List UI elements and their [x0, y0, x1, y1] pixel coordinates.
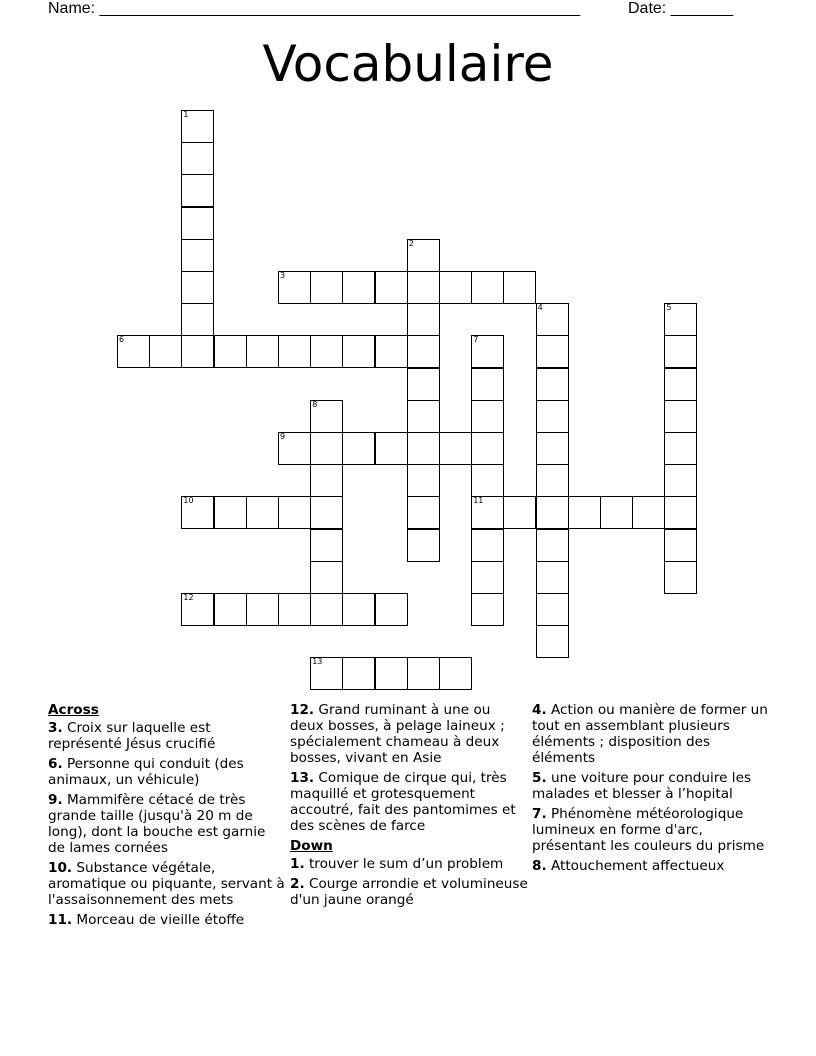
clue-across-11: [48, 912, 286, 928]
clue-across-10: [48, 860, 286, 908]
grid-cell-11[interactable]: [471, 496, 504, 529]
clue-down-8: [532, 858, 770, 874]
clue-number-label: 13: [312, 657, 323, 667]
grid-cell[interactable]: [310, 432, 343, 465]
grid-cell[interactable]: [407, 303, 440, 336]
grid-cell[interactable]: [536, 335, 569, 368]
date-field-label: Date: _______: [628, 0, 733, 17]
grid-cell[interactable]: [471, 400, 504, 433]
grid-cell[interactable]: [246, 593, 279, 626]
grid-cell-12[interactable]: [181, 593, 214, 626]
grid-cell[interactable]: [536, 400, 569, 433]
grid-cell[interactable]: [246, 335, 279, 368]
grid-cell[interactable]: [536, 496, 569, 529]
grid-cell[interactable]: [181, 239, 214, 272]
clue-text: Phénomène météorologique lumineux en forme d'arc, présentant les couleurs du prisme: [532, 806, 765, 854]
page-title: Vocabulaire: [262, 35, 554, 93]
clue-number: 12.: [290, 702, 315, 718]
clue-text: Substance végétale, aromatique ou piquante, servant à l'assaisonnement des mets: [48, 860, 285, 908]
grid-cell[interactable]: [310, 593, 343, 626]
grid-cell[interactable]: [310, 496, 343, 529]
grid-cell-13[interactable]: [310, 657, 343, 690]
grid-cell[interactable]: [536, 368, 569, 401]
clues-column-1: [48, 702, 286, 932]
clue-number: 11.: [48, 912, 73, 928]
grid-cell[interactable]: [471, 529, 504, 562]
grid-cell[interactable]: [181, 303, 214, 336]
grid-cell[interactable]: [278, 335, 311, 368]
grid-cell[interactable]: [664, 335, 697, 368]
grid-cell-5[interactable]: [664, 303, 697, 336]
clue-number-label: 9: [280, 432, 286, 441]
clue-text: Comique de cirque qui, très maquillé et grotesquement accoutré, fait des pantomimes et des scènes de farce: [290, 770, 516, 834]
down-heading: Down: [290, 838, 333, 854]
grid-cell[interactable]: [536, 625, 569, 658]
clue-number: 10.: [48, 860, 73, 876]
clue-number-label: 5: [666, 303, 672, 313]
clue-across-9: [48, 792, 286, 856]
clue-text: Croix sur laquelle est représenté Jésus crucifié: [48, 720, 216, 752]
grid-cell[interactable]: [407, 368, 440, 401]
grid-cell[interactable]: [375, 657, 408, 690]
grid-cell[interactable]: [310, 561, 343, 594]
grid-cell[interactable]: [310, 335, 343, 368]
clue-number: 1.: [290, 856, 305, 872]
clue-text: Courge arrondie et volumineuse d'un jaune orangé: [290, 876, 528, 908]
grid-cell[interactable]: [375, 593, 408, 626]
grid-cell[interactable]: [342, 657, 375, 690]
clue-across-3: [48, 720, 286, 752]
grid-cell[interactable]: [181, 271, 214, 304]
clues-column-3: [532, 702, 770, 878]
grid-cell[interactable]: [568, 496, 601, 529]
grid-cell[interactable]: [310, 464, 343, 497]
grid-cell[interactable]: [600, 496, 633, 529]
grid-cell[interactable]: [439, 657, 472, 690]
clue-number-label: 7: [473, 335, 479, 345]
grid-cell[interactable]: [181, 335, 214, 368]
clue-number: 7.: [532, 806, 547, 822]
clue-across-6: [48, 756, 286, 788]
grid-cell[interactable]: [407, 657, 440, 690]
grid-cell-2[interactable]: [407, 239, 440, 272]
clue-number-label: 8: [312, 399, 318, 409]
grid-cell[interactable]: [439, 432, 472, 465]
grid-cell[interactable]: [342, 335, 375, 368]
grid-cell[interactable]: [278, 496, 311, 529]
clue-number: 4.: [532, 702, 547, 718]
clues-column-2: [290, 702, 528, 912]
grid-cell[interactable]: [407, 400, 440, 433]
grid-cell[interactable]: [214, 593, 247, 626]
grid-cell[interactable]: [407, 335, 440, 368]
grid-cell[interactable]: [407, 529, 440, 562]
grid-cell[interactable]: [471, 593, 504, 626]
grid-cell[interactable]: [342, 432, 375, 465]
grid-cell[interactable]: [181, 174, 214, 207]
grid-cell[interactable]: [536, 464, 569, 497]
grid-cell-4[interactable]: [536, 303, 569, 336]
grid-cell[interactable]: [214, 335, 247, 368]
grid-cell[interactable]: [471, 368, 504, 401]
grid-cell[interactable]: [664, 368, 697, 401]
grid-cell[interactable]: [664, 432, 697, 465]
clue-text: Morceau de vieille étoffe: [76, 912, 245, 928]
grid-cell[interactable]: [664, 529, 697, 562]
grid-cell[interactable]: [181, 207, 214, 240]
grid-cell-7[interactable]: [471, 335, 504, 368]
grid-cell[interactable]: [664, 496, 697, 529]
grid-cell-1[interactable]: [181, 110, 214, 143]
clue-number: 5.: [532, 770, 547, 786]
grid-cell[interactable]: [246, 496, 279, 529]
clue-down-4: [532, 702, 770, 766]
grid-cell-9[interactable]: [278, 432, 311, 465]
grid-cell[interactable]: [407, 496, 440, 529]
clue-down-1: [290, 856, 528, 872]
grid-cell[interactable]: [503, 496, 536, 529]
clue-number-label: 10: [183, 496, 194, 506]
clue-number: 6.: [48, 756, 63, 772]
grid-cell[interactable]: [471, 271, 504, 304]
grid-cell[interactable]: [149, 335, 182, 368]
grid-cell-6[interactable]: [117, 335, 150, 368]
grid-cell[interactable]: [278, 593, 311, 626]
across-heading: Across: [48, 702, 99, 718]
name-field-label: Name: ______________________________________________________: [48, 0, 581, 17]
grid-cell[interactable]: [439, 271, 472, 304]
clue-text: trouver le sum d’un problem: [308, 856, 504, 872]
clue-number-label: 1: [183, 110, 189, 119]
clue-number: 13.: [290, 770, 315, 786]
clue-number: 8.: [532, 858, 547, 874]
grid-cell[interactable]: [536, 529, 569, 562]
clue-number-label: 3: [280, 271, 286, 280]
grid-cell[interactable]: [310, 271, 343, 304]
clue-text: Attouchement affectueux: [550, 858, 725, 874]
grid-cell[interactable]: [471, 561, 504, 594]
grid-cell-10[interactable]: [181, 496, 214, 529]
clue-number-label: 6: [119, 335, 125, 345]
clue-down-2: [290, 876, 528, 908]
grid-cell[interactable]: [664, 400, 697, 433]
grid-cell-3[interactable]: [278, 271, 311, 304]
clue-text: une voiture pour conduire les malades et blesser à l’hopital: [532, 770, 752, 802]
grid-cell[interactable]: [407, 271, 440, 304]
grid-cell[interactable]: [375, 271, 408, 304]
grid-cell[interactable]: [375, 335, 408, 368]
grid-cell[interactable]: [471, 464, 504, 497]
grid-cell[interactable]: [342, 593, 375, 626]
clue-number-label: 4: [537, 303, 543, 313]
grid-cell[interactable]: [664, 464, 697, 497]
grid-cell[interactable]: [181, 142, 214, 175]
grid-cell[interactable]: [536, 432, 569, 465]
grid-cell[interactable]: [632, 496, 665, 529]
clue-text: Mammifère cétacé de très grande taille (jusqu'à 20 m de long), dont la bouche est garnie de lames cornées: [48, 792, 266, 856]
grid-cell[interactable]: [664, 561, 697, 594]
clue-text: Personne qui conduit (des animaux, un véhicule): [48, 756, 244, 788]
grid-cell[interactable]: [536, 593, 569, 626]
grid-cell[interactable]: [503, 271, 536, 304]
grid-cell[interactable]: [342, 271, 375, 304]
clue-across-12: [290, 702, 528, 766]
grid-cell[interactable]: [536, 561, 569, 594]
clue-number: 2.: [290, 876, 305, 892]
clue-number: 3.: [48, 720, 63, 736]
grid-cell[interactable]: [375, 432, 408, 465]
clue-text: Action ou manière de former un tout en assemblant plusieurs éléments ; disposition des éléments: [532, 702, 768, 766]
grid-cell[interactable]: [471, 432, 504, 465]
clue-number-label: 11: [473, 496, 484, 506]
grid-cell[interactable]: [310, 529, 343, 562]
grid-cell-8[interactable]: [310, 400, 343, 433]
grid-cell[interactable]: [214, 496, 247, 529]
clue-down-7: [532, 806, 770, 854]
grid-cell[interactable]: [407, 464, 440, 497]
clue-number-label: 12: [183, 593, 194, 602]
clue-number-label: 2: [408, 238, 414, 248]
clue-down-5: [532, 770, 770, 802]
grid-cell[interactable]: [407, 432, 440, 465]
clue-across-13: [290, 770, 528, 834]
clue-number: 9.: [48, 792, 63, 808]
clue-text: Grand ruminant à une ou deux bosses, à pelage laineux ; spécialement chameau à deux bosses, vivant en Asie: [290, 702, 505, 766]
